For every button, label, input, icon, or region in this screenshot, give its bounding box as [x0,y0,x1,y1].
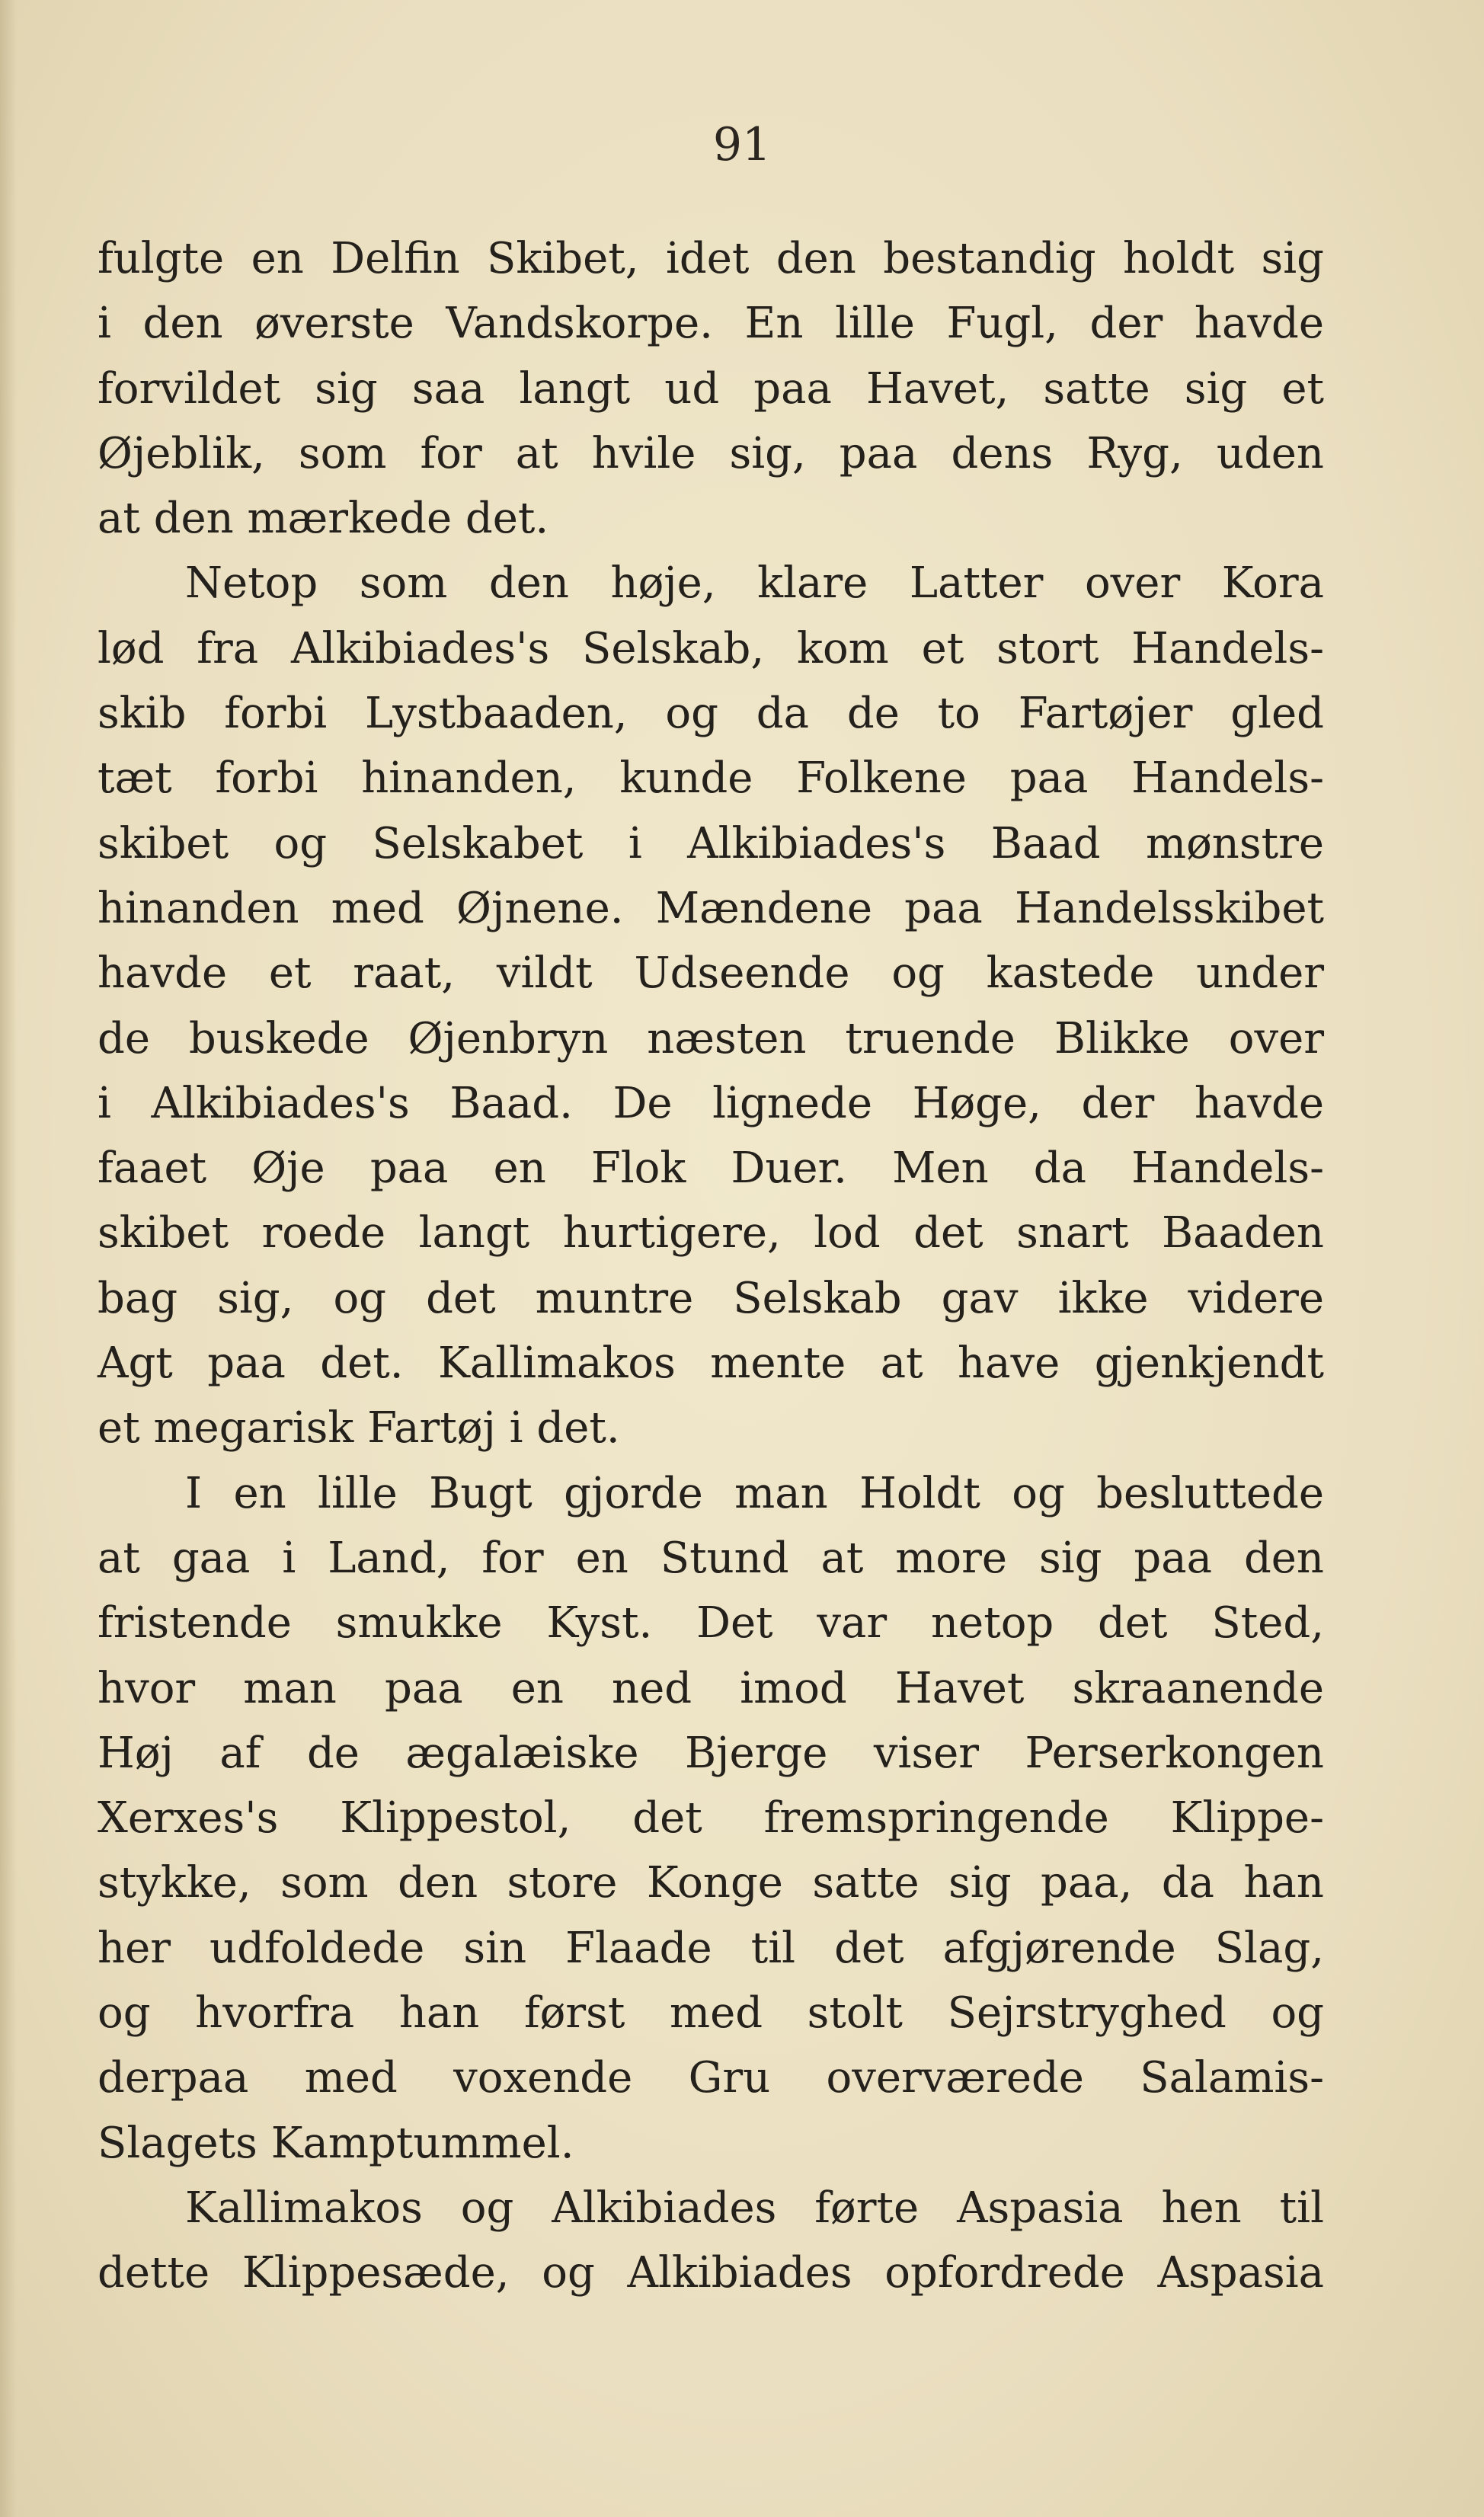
text-line: bag sig, og det muntre Selskab gav ikke videre [98,1273,1324,1323]
text-line: her udfoldede sin Flaade til det afgjørende Slag, [98,1923,1324,1973]
text-line: Netop som den høje, klare Latter over Kora [185,558,1324,609]
text-line: i den øverste Vandskorpe. En lille Fugl, der havde [98,299,1324,349]
text-line: stykke, som den store Konge satte sig paa, da han [98,1858,1324,1908]
text-line: Øjeblik, som for at hvile sig, paa dens Ryg, uden [98,428,1324,478]
text-line: Høj af de ægalæiske Bjerge viser Perserkongen [98,1728,1324,1778]
text-line: de buskede Øjenbryn næsten truende Blikke over [98,1013,1324,1063]
text-line: skibet roede langt hurtigere, lod det snart Baaden [98,1208,1324,1258]
text-line: I en lille Bugt gjorde man Holdt og besluttede [185,1468,1324,1518]
text-line: og hvorfra han først med stolt Sejrstryghed og [98,1988,1324,2039]
text-line: skib forbi Lystbaaden, og da de to Fartøjer gled [98,689,1324,739]
text-line: Xerxes's Klippestol, det fremspringende Klippe- [98,1793,1324,1844]
text-line: dette Klippesæde, og Alkibiades opfordrede Aspasia [98,2248,1324,2298]
text-line: hinanden med Øjnene. Mændene paa Handelsskibet [98,883,1324,933]
text-line: havde et raat, vildt Udseende og kastede under [98,948,1324,999]
body-text [98,226,1324,2306]
text-line: derpaa med voxende Gru overværede Salamis- [98,2053,1324,2103]
text-line: hvor man paa en ned imod Havet skraanende [98,1663,1324,1713]
text-line: Kallimakos og Alkibiades førte Aspasia hen til [185,2183,1324,2233]
text-line: forvildet sig saa langt ud paa Havet, satte sig et [98,363,1324,414]
text-line: faaet Øje paa en Flok Duer. Men da Handels- [98,1143,1324,1194]
page-number: 91 [712,118,772,171]
text-line: skibet og Selskabet i Alkibiades's Baad mønstre [98,818,1324,868]
text-line: fristende smukke Kyst. Det var netop det Sted, [98,1598,1324,1649]
text-line: tæt forbi hinanden, kunde Folkene paa Handels- [98,753,1324,804]
text-line: at den mærkede det. [98,494,549,544]
text-line: Slagets Kamptummel. [98,2118,574,2168]
text-line: et megarisk Fartøj i det. [98,1403,620,1454]
text-line: i Alkibiades's Baad. De lignede Høge, der havde [98,1078,1324,1128]
text-line: lød fra Alkibiades's Selskab, kom et stort Handels- [98,623,1324,673]
text-line: fulgte en Delfin Skibet, idet den bestandig holdt sig [98,234,1324,283]
text-line: Agt paa det. Kallimakos mente at have gjenkjendt [98,1338,1324,1389]
text-line: at gaa i Land, for en Stund at more sig paa den [98,1533,1324,1583]
